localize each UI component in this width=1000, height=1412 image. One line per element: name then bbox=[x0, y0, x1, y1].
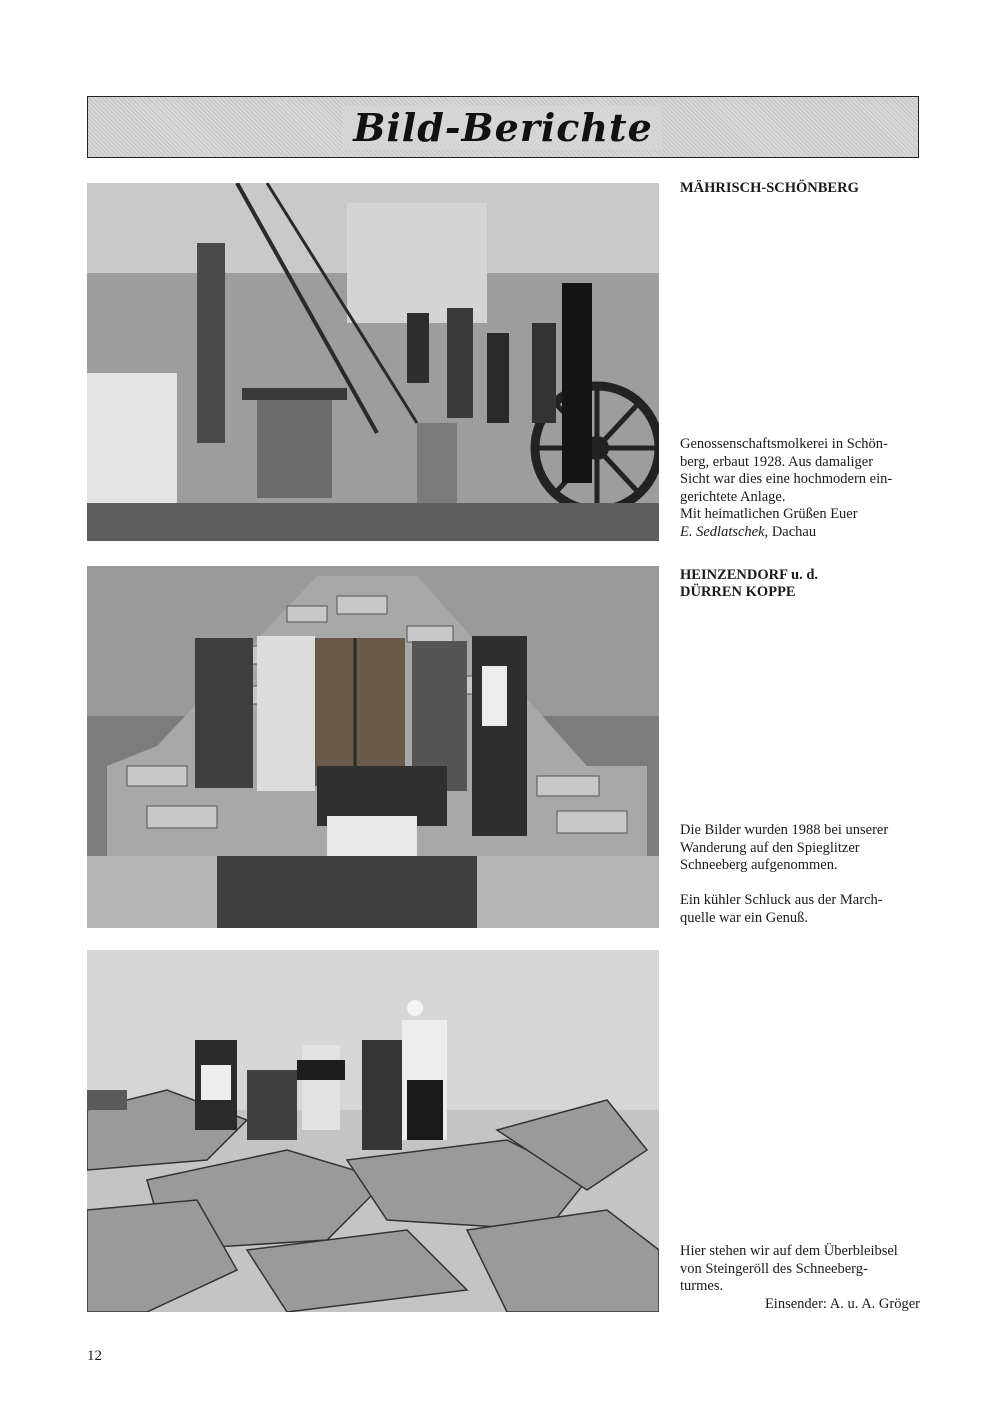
greeting-line: Mit heimatlichen Grüßen Euer bbox=[680, 506, 858, 522]
caption-line: Wanderung auf den Spieglitzer bbox=[680, 839, 860, 856]
caption-line: quelle war ein Genuß. bbox=[680, 909, 809, 926]
spring-house-photo bbox=[87, 566, 659, 928]
caption-line: berg, erbaut 1928. Aus damaliger bbox=[680, 453, 874, 470]
sender-name: E. Sedlatschek, bbox=[680, 523, 769, 540]
caption-line: gerichtete Anlage. bbox=[680, 488, 786, 505]
caption-line: Die Bilder wurden 1988 bei unserer bbox=[680, 822, 889, 838]
section-heading: DÜRREN KOPPE bbox=[680, 584, 796, 600]
caption-line: Schneeberg aufgenommen. bbox=[680, 857, 838, 873]
caption-line: turmes. bbox=[680, 1278, 724, 1294]
page-number: 12 bbox=[87, 1348, 102, 1364]
caption-line: Genossenschaftsmolkerei in Schön- bbox=[680, 436, 888, 452]
dairy-caption bbox=[680, 436, 920, 541]
caption-line: Ein kühler Schluck aus der March- bbox=[680, 892, 883, 908]
caption-line: Hier stehen wir auf dem Überbleibsel bbox=[680, 1243, 898, 1259]
caption-line: von Steingeröll des Schneeberg- bbox=[680, 1260, 868, 1277]
sender-line bbox=[680, 524, 920, 542]
dairy-interior-photo bbox=[87, 183, 659, 541]
section-heading: HEINZENDORF u. d. bbox=[680, 567, 819, 583]
spring-caption bbox=[680, 892, 920, 927]
sender-line: Einsender: A. u. A. Gröger bbox=[764, 1295, 920, 1312]
summit-group-photo bbox=[87, 950, 659, 1312]
banner-title: Bild-Berichte bbox=[343, 105, 663, 150]
sender-place: Dachau bbox=[771, 523, 817, 540]
summit-caption bbox=[680, 1243, 920, 1313]
hike-caption bbox=[680, 822, 920, 875]
caption-line: Sicht war dies eine hochmodern ein- bbox=[680, 471, 893, 487]
section-heading: MÄHRISCH-SCHÖNBERG bbox=[680, 180, 859, 196]
title-banner bbox=[87, 96, 919, 158]
section-heinzendorf bbox=[680, 567, 920, 601]
section-maehrisch-schoenberg bbox=[680, 180, 920, 197]
